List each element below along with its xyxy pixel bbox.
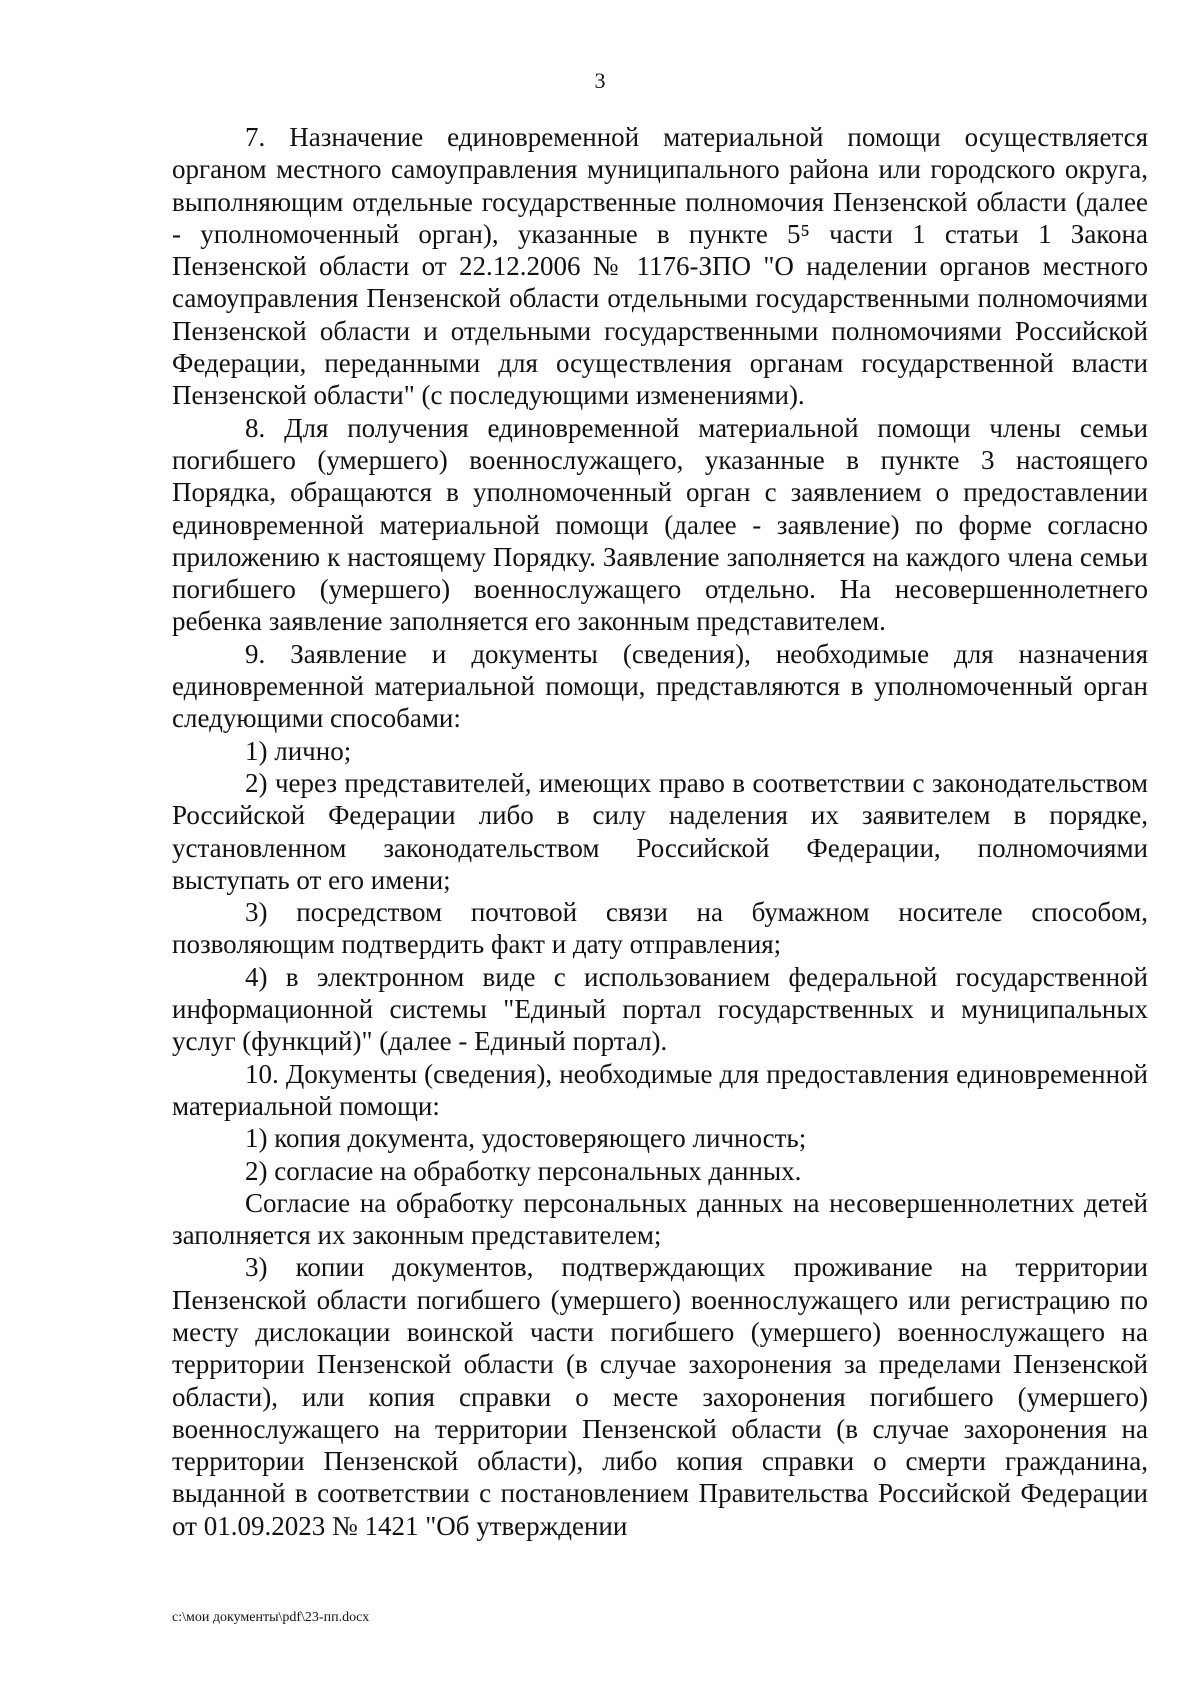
paragraph-10-item-3: 3) копии документов, подтверждающих проживание на территории Пензенской области погибшего (умершего) военнослужащего или регистрацию по месту дислокации воинской части погибшего (умершего) военнослужащего на территории Пензенской области (в случае захоронения за пределами Пензенской области), или копия справки о месте захоронения погибшего (умершего) военнослужащего на территории Пензенской области (в случае захоронения на территории Пензенской области), либо копия справки о смерти гражданина, выданной в соответствии с постановлением Правительства Российской Федерации от 01.09.2023 № 1421 "Об утверждении [172, 1252, 1148, 1541]
paragraph-9: 9. Заявление и документы (сведения), необходимые для назначения единовременной материальной помощи, представляются в уполномоченный орган следующими способами: [172, 638, 1148, 734]
paragraph-9-item-1: 1) лично; [245, 735, 352, 766]
paragraph-10: 10. Документы (сведения), необходимые для предоставления единовременной материальной помощи: [172, 1058, 1148, 1121]
paragraph-9-item-4: 4) в электронном виде с использованием федеральной государственной информационной системы "Единый портал государственных и муниципальных услуг (функций)" (далее - Единый портал). [172, 961, 1148, 1057]
paragraph-9-item-3: 3) посредством почтовой связи на бумажном носителе способом, позволяющим подтвердить факт и дату отправления; [172, 897, 1148, 960]
page-number: 3 [594, 68, 606, 93]
paragraph-9-item-2: 2) через представителей, имеющих право в соответствии с законодательством Российской Федерации либо в силу наделения их заявителем в порядке, установленном законодательством Российской Федерации, полномочиями выступать от его имени; [172, 767, 1148, 895]
document-body [172, 121, 1148, 1542]
paragraph-7: 7. Назначение единовременной материальной помощи осуществляется органом местного самоуправления муниципального района или городского округа, выполняющим отдельные государственные полномочия Пензенской области (далее - уполномоченный орган), указанные в пункте 5⁵ части 1 статьи 1 Закона Пензенской области от 22.12.2006 № 1176-ЗПО "О наделении органов местного самоуправления Пензенской области отдельными государственными полномочиями Пензенской области и отдельными государственными полномочиями Российской Федерации, переданными для осуществления органам государственной власти Пензенской области" (с последующими изменениями). [172, 122, 1148, 411]
paragraph-10-item-2: 2) согласие на обработку персональных данных. [245, 1155, 802, 1186]
footer-file-path: c:\мои документы\pdf\23-пп.docx [172, 1610, 370, 1625]
paragraph-10-consent-note: Согласие на обработку персональных данных на несовершеннолетних детей заполняется их законным представителем; [172, 1187, 1148, 1251]
paragraph-10-item-1: 1) копия документа, удостоверяющего личность; [245, 1123, 807, 1154]
paragraph-8: 8. Для получения единовременной материальной помощи члены семьи погибшего (умершего) военнослужащего, указанные в пункте 3 настоящего Порядка, обращаются в уполномоченный орган с заявлением о предоставлении единовременной материальной помощи (далее - заявление) по форме согласно приложению к настоящему Порядку. Заявление заполняется на каждого члена семьи погибшего (умершего) военнослужащего отдельно. На несовершеннолетнего ребенка заявление заполняется его законным представителем. [172, 412, 1148, 637]
